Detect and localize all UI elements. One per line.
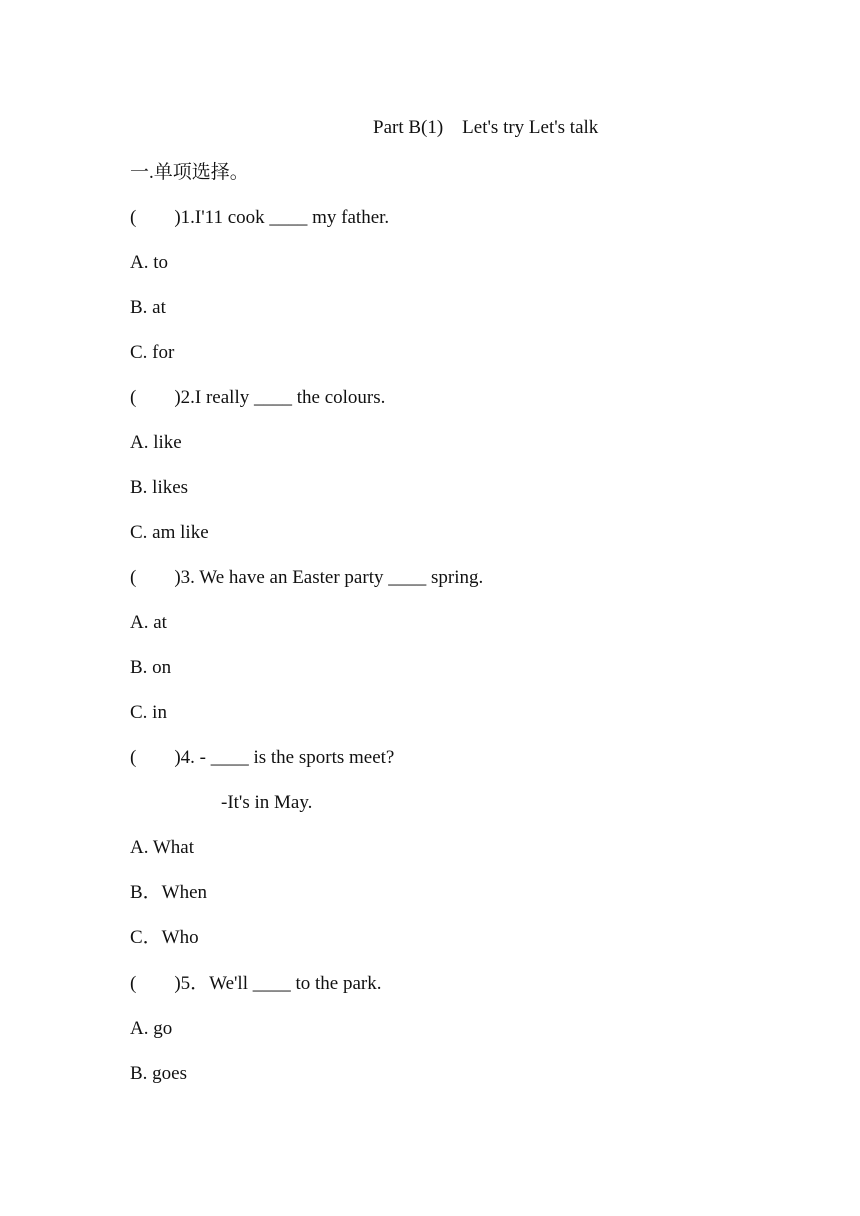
question-3-option-c: C. in [130,702,167,723]
page-title: Part B(1) Let's try Let's talk [373,117,599,138]
question-2-option-b: B. likes [130,477,189,498]
question-5-stem: ( )5．We'll ____ to the park. [130,973,382,994]
question-3-option-a: A. at [130,612,167,633]
question-4-answer-line: -It's in May. [221,792,313,813]
question-1-option-b: B. at [130,297,166,318]
question-2-option-c: C. am like [130,522,209,543]
question-1-option-a: A. to [130,252,168,273]
question-2-stem: ( )2.I really ____ the colours. [130,387,386,408]
question-4-option-c: C．Who [130,927,199,948]
question-5-option-a: A. go [130,1018,173,1039]
section-heading: 一.单项选择。 [130,162,249,183]
question-4-stem: ( )4. - ____ is the sports meet? [130,747,395,768]
question-3-stem: ( )3. We have an Easter party ____ spring. [130,567,484,588]
question-4-option-b: B．When [130,882,208,903]
question-1-stem: ( )1.I'11 cook ____ my father. [130,207,390,228]
question-4-option-a: A. What [130,837,195,858]
question-3-option-b: B. on [130,657,172,678]
question-2-option-a: A. like [130,432,182,453]
question-5-option-b: B. goes [130,1063,187,1084]
question-1-option-c: C. for [130,342,175,363]
